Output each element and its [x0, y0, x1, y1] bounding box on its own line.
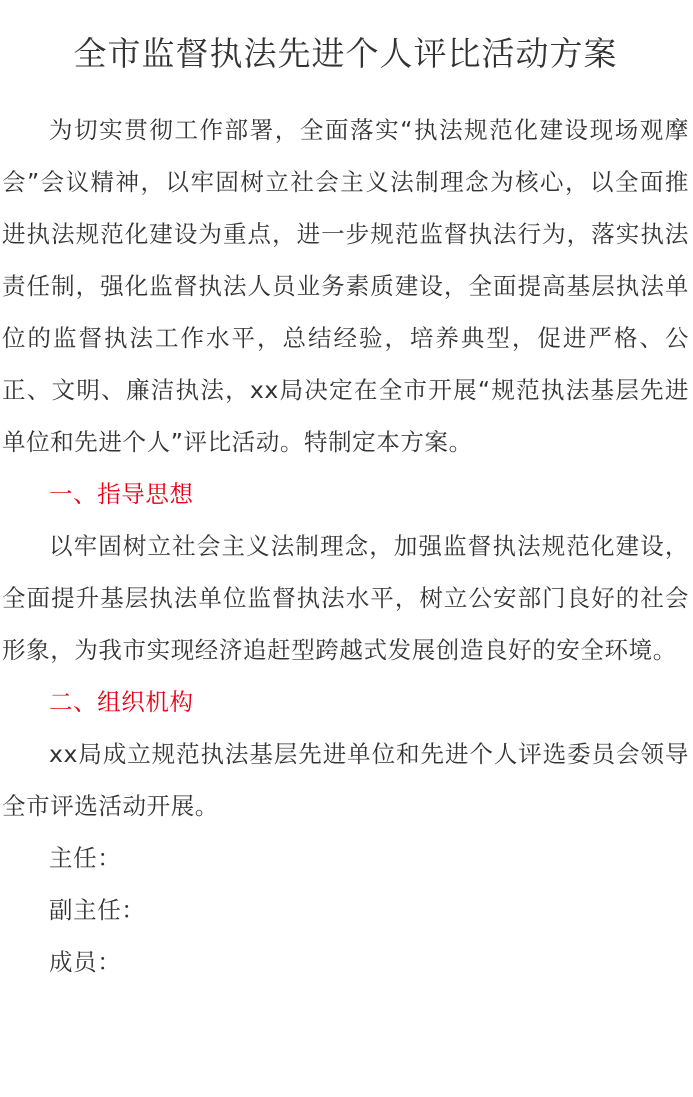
- field-deputy-director: 副主任：: [49, 896, 146, 924]
- section-heading-organization: 二、组织机构: [49, 688, 194, 716]
- section-heading-guiding-ideology: 一、指导思想: [49, 480, 194, 508]
- field-director: 主任：: [49, 844, 122, 872]
- field-members: 成员：: [49, 948, 122, 976]
- intro-paragraph: 为切实贯彻工作部署，全面落实“执法规范化建设现场观摩会”会议精神，以牢固树立社会主义法制理念为核心，以全面推进执法规范化建设为重点，进一步规范监督执法行为，落实执法责任制，强化监督执法人员业务素质建设，全面提高基层执法单位的监督执法工作水平，总结经验，培养典型，促进严格、公正、文明、廉洁执法，xx局决定在全市开展“规范执法基层先进单位和先进个人”评比活动。特制定本方案。: [2, 116, 689, 456]
- document-title: 全市监督执法先进个人评比活动方案: [73, 34, 618, 73]
- document-body: [2, 104, 689, 988]
- section-text-organization: xx局成立规范执法基层先进单位和先进个人评选委员会领导全市评选活动开展。: [2, 740, 689, 820]
- section-text-guiding-ideology: 以牢固树立社会主义法制理念，加强监督执法规范化建设，全面提升基层执法单位监督执法水平，树立公安部门良好的社会形象，为我市实现经济追赶型跨越式发展创造良好的安全环境。: [2, 532, 689, 664]
